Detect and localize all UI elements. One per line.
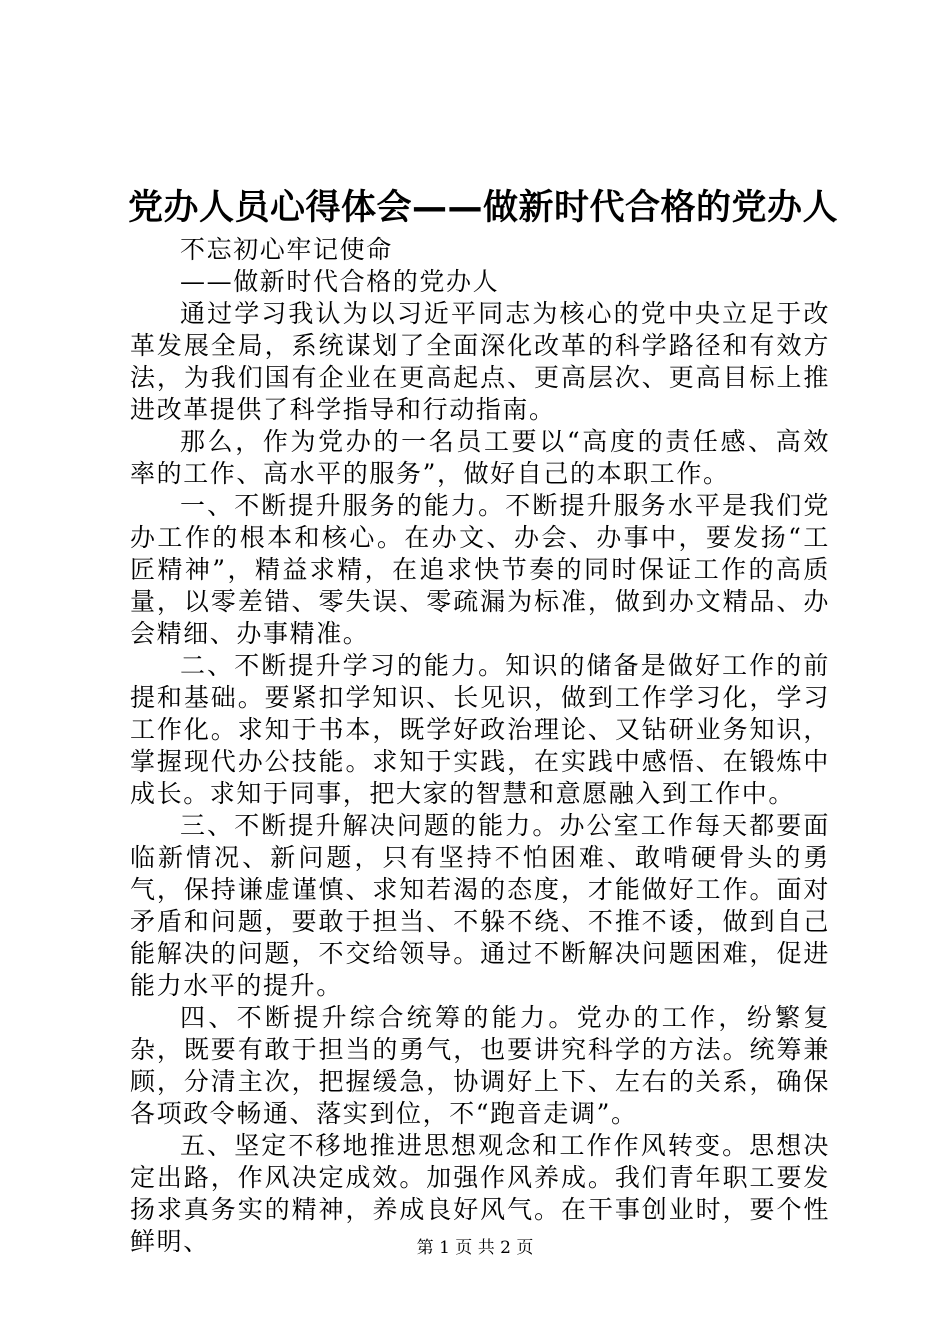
document-title: 党办人员心得体会——做新时代合格的党办人 <box>128 188 839 228</box>
paragraph-point-5: 五、坚定不移地推进思想观念和工作作风转变。思想决定出路，作风决定成效。加强作风养成。我们青年职工要发扬求真务实的精神，养成良好风气。在干事创业时，要个性鲜明、 <box>130 1131 830 1256</box>
page-footer: 第 1 页 共 2 页 <box>416 1238 534 1258</box>
paragraph-duty: 那么，作为党办的一名员工要以“高度的责任感、高效率的工作、高水平的服务”，做好自己的本职工作。 <box>130 427 830 488</box>
subtitle-line-1: 不忘初心牢记使命 <box>180 235 393 264</box>
subtitle-line-2: ——做新时代合格的党办人 <box>180 267 500 296</box>
paragraph-point-1: 一、不断提升服务的能力。不断提升服务水平是我们党办工作的根本和核心。在办文、办会、办事中，要发扬“工匠精神”，精益求精，在追求快节奏的同时保证工作的高质量，以零差错、零失误、零疏漏为标准，做到办文精品、办会精细、办事精准。 <box>130 491 830 648</box>
paragraph-point-4: 四、不断提升综合统筹的能力。党办的工作，纷繁复杂，既要有敢于担当的勇气，也要讲究科学的方法。统筹兼顾，分清主次，把握缓急，协调好上下、左右的关系，确保各项政令畅通、落实到位，不“跑音走调”。 <box>130 1003 830 1128</box>
paragraph-intro: 通过学习我认为以习近平同志为核心的党中央立足于改革发展全局，系统谋划了全面深化改革的科学路径和有效方法，为我们国有企业在更高起点、更高层次、更高目标上推进改革提供了科学指导和行动指南。 <box>130 299 830 424</box>
paragraph-point-2: 二、不断提升学习的能力。知识的储备是做好工作的前提和基础。要紧扣学知识、长见识，做到工作学习化，学习工作化。求知于书本，既学好政治理论、又钻研业务知识，掌握现代办公技能。求知于实践，在实践中感悟、在锻炼中成长。求知于同事，把大家的智慧和意愿融入到工作中。 <box>130 651 830 808</box>
document-body <box>130 234 830 1258</box>
paragraph-point-3: 三、不断提升解决问题的能力。办公室工作每天都要面临新情况、新问题，只有坚持不怕困难、敢啃硬骨头的勇气，保持谦虚谨慎、求知若渴的态度，才能做好工作。面对矛盾和问题，要敢于担当、不躲不绕、不推不诿，做到自己能解决的问题，不交给领导。通过不断解决问题困难，促进能力水平的提升。 <box>130 811 830 1000</box>
